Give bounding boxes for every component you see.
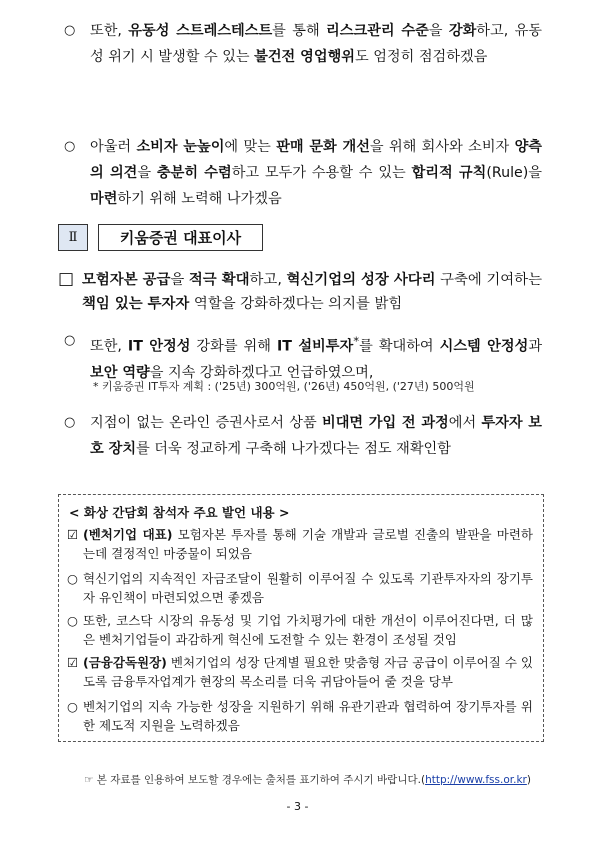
remark-item: ☑ (벤처기업 대표) 모험자본 투자를 통해 기술 개발과 글로벌 진출의 발판을 마련하는데 결정적인 마중물이 되었음	[67, 527, 533, 561]
section-title: 키움증권 대표이사	[98, 224, 263, 251]
footnote-it-investment: * 키움증권 IT투자 계획 : ('25년) 300억원, ('26년) 450억원, ('27년) 500억원	[93, 380, 475, 393]
check-icon: ☑	[67, 655, 79, 670]
remarks-box-title: < 화상 간담회 참석자 주요 발언 내용 >	[69, 505, 290, 520]
small-circle-bullet: ○	[67, 613, 78, 628]
square-bullet: □	[58, 269, 75, 289]
circle-bullet: ○	[64, 415, 76, 430]
paragraph-text: 모험자본 공급을 적극 확대하고, 혁신기업의 성장 사다리 구축에 기여하는 책임 있는 투자자 역할을 강화하겠다는 의지를 밝힘	[82, 272, 542, 312]
bullet-paragraph-consumer	[64, 134, 542, 212]
paragraph-text: 또한, IT 안정성 강화를 위해 IT 설비투자*를 확대하여 시스템 안정성과 보안 역량을 지속 강화하겠다고 언급하였으며,	[90, 334, 543, 381]
paragraph-text: 지점이 없는 온라인 증권사로서 상품 비대면 가입 전 과정에서 투자자 보호 장치를 더욱 정교하게 구축해 나가겠다는 점도 재확인함	[90, 415, 542, 457]
circle-bullet: ○	[64, 139, 76, 154]
remark-item: ○ 혁신기업의 지속적인 자금조달이 원활히 이루어질 수 있도록 기관투자자의 장기투자 유인책이 마련되었으면 좋겠음	[67, 571, 533, 605]
remark-item: ○ 벤처기업의 지속 가능한 성장을 지원하기 위해 유관기관과 협력하여 장기투자를 위한 제도적 지원을 노력하겠음	[67, 699, 533, 733]
small-circle-bullet: ○	[67, 571, 78, 586]
remark-item: ☑ (금융감독원장) 벤처기업의 성장 단계별 필요한 맞춤형 자금 공급이 이루어질 수 있도록 금융투자업계가 현장의 목소리를 더욱 귀담아들어 줄 것을 당부	[67, 655, 533, 689]
check-icon: ☑	[67, 527, 79, 542]
paragraph-text: 아울러 소비자 눈높이에 맞는 판매 문화 개선을 위해 회사와 소비자 양측의 의견을 충분히 수렴하고 모두가 수용할 수 있는 합리적 규칙(Rule)을 마련하기 위해 노력해 나가겠음	[90, 139, 543, 207]
remark-item: ○ 또한, 코스닥 시장의 유동성 및 기업 가치평가에 대한 개선이 이루어진다면, 더 많은 벤처기업들이 과감하게 혁신에 도전할 수 있는 환경이 조성될 것임	[67, 613, 533, 647]
pointing-hand-icon: ☞	[84, 774, 94, 786]
meeting-remarks-box	[58, 494, 544, 742]
section-number: Ⅱ	[58, 224, 88, 251]
page-number: - 3 -	[286, 800, 309, 813]
paragraph-text: 또한, 유동성 스트레스테스트를 통해 리스크관리 수준을 강화하고, 유동성 위기 시 발생할 수 있는 불건전 영업행위도 엄정히 점검하겠음	[90, 23, 543, 65]
bullet-paragraph-online	[64, 410, 542, 462]
small-circle-bullet: ○	[67, 699, 78, 714]
square-paragraph-kiwoom	[58, 268, 546, 316]
fss-website-link[interactable]: http://www.fss.or.kr	[425, 774, 527, 786]
bullet-paragraph-liquidity	[64, 18, 542, 70]
citation-notice: ☞ 본 자료를 인용하여 보도할 경우에는 출처를 표기하여 주시기 바랍니다.(http://www.fss.or.kr)	[84, 774, 531, 786]
circle-bullet: ○	[64, 23, 76, 38]
circle-bullet: ○	[64, 333, 76, 348]
